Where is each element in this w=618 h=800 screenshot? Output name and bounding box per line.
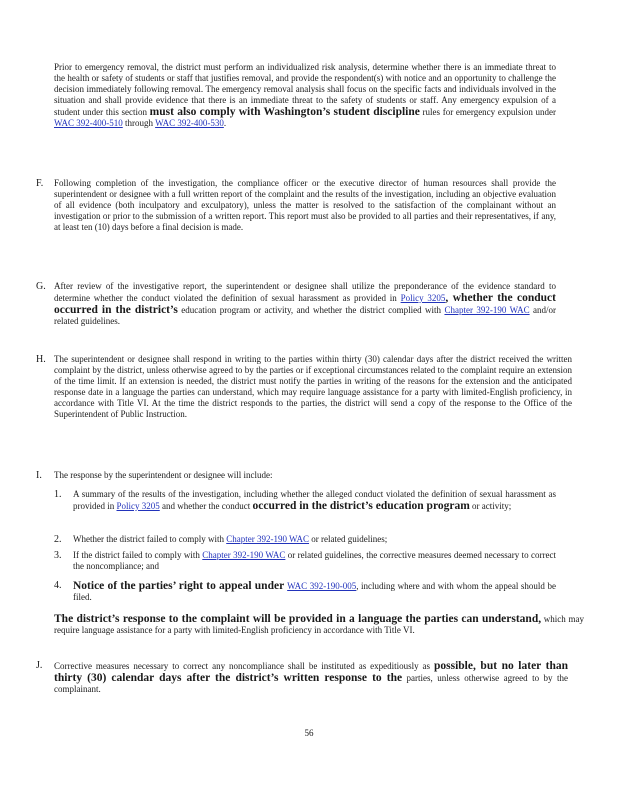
subitem-3-text: If the district failed to comply with — [73, 550, 203, 560]
item-h-marker: H. — [36, 354, 46, 365]
item-g-emphasis-text: , whether the conduct occurred in the district’s — [54, 292, 556, 316]
item-i-text: The response by the superintendent or designee will include: — [54, 470, 273, 480]
item-j-marker: J. — [36, 660, 43, 671]
policy-3205-link-2[interactable]: Policy 3205 — [116, 501, 160, 511]
intro-paragraph — [54, 62, 556, 129]
item-f-text: Following completion of the investigation, the compliance officer or the executive director of human resources shall provide the superintendent or designee with a full written report of the complaint and the results of the investigation, including an objective evaluation of all evidence (both inculpatory and exculpatory), unless the matter is resolved to the satisfaction of the complainant without an investigation or prior to the submission of a written report. This report must also be provided to all parties and their representatives, if any, at least ten (10) days before a final decision is made. — [54, 178, 556, 232]
subitem-2-text-2: or related guidelines; — [309, 534, 388, 544]
subitem-1-paragraph — [73, 489, 556, 512]
wac-392-190-005-link[interactable]: WAC 392-190-005 — [287, 581, 357, 591]
closing-emphasis-text: The district’s response to the complaint will be provided in a language the parties can understand, — [54, 613, 542, 625]
item-f-marker: F. — [36, 178, 44, 189]
subitem-1-text: A summary of the results of the investigation, including whether the alleged conduct violated the definition of sexual harassment as provided in — [73, 489, 556, 511]
item-h-paragraph — [54, 354, 572, 420]
item-i-marker: I. — [36, 470, 42, 481]
wac-link-510[interactable]: WAC 392-400-510 — [54, 118, 123, 128]
subitem-2-paragraph — [73, 534, 556, 545]
chapter-392-190-link[interactable]: Chapter 392-190 WAC — [444, 305, 530, 315]
intro-text: Prior to emergency removal, the district must perform an individualized risk analysis, determine whether there is an immediate threat to the health or safety of students or staff that justifies removal, and provide the respondent(s) with notice and an opportunity to challenge the decision immediately following removal. The emergency removal analysis shall focus on the specific facts and individuals involved in the situation and shall provide evidence that there is an immediate threat to the safety of students or staff. Any emergency expulsion of a student under this section — [54, 62, 556, 117]
chapter-392-190-link-2[interactable]: Chapter 392-190 WAC — [226, 534, 310, 544]
subitem-3-text-2: or related guidelines, the corrective measures deemed necessary to correct the noncompliance; and — [73, 550, 556, 571]
intro-text-3: through — [122, 118, 156, 128]
intro-end: . — [223, 118, 227, 128]
subitem-4-paragraph — [73, 580, 556, 603]
item-j-paragraph — [54, 660, 568, 695]
item-g-marker: G. — [36, 281, 46, 292]
subitem-3-paragraph — [73, 550, 556, 572]
item-j-text-2: parties, unless otherwise agreed to by the complainant. — [54, 673, 568, 694]
subitem-4-emphasis-text: Notice of the parties’ right to appeal under — [73, 580, 288, 592]
item-g-text-3: and/or related guidelines. — [54, 305, 556, 326]
chapter-392-190-link-3[interactable]: Chapter 392-190 WAC — [202, 550, 286, 560]
item-f-paragraph — [54, 178, 556, 233]
page-number: 56 — [304, 728, 314, 738]
item-j-text: Corrective measures necessary to correct any noncompliance shall be instituted as expeditiously as — [54, 661, 434, 671]
intro-text-2: rules for emergency expulsion under — [419, 107, 556, 117]
subitem-1-text-3: or activity; — [469, 501, 512, 511]
subitem-4-marker: 4. — [54, 580, 62, 591]
item-g-text-2: education program or activity, and whether the district complied with — [177, 305, 445, 315]
subitem-2-text: Whether the district failed to comply with — [73, 534, 227, 544]
subitem-1-text-2: and whether the conduct — [159, 501, 253, 511]
subitem-1-marker: 1. — [54, 489, 62, 500]
item-g-text: After review of the investigative report, the superintendent or designee shall utilize the preponderance of the evidence standard to determine whether the conduct violated the definition of sexual harassment as provided in — [54, 281, 556, 303]
item-j-emphasis-text: possible, but no later than thirty (30) calendar days after the district’s written response to the — [54, 660, 568, 684]
item-h-text: The superintendent or designee shall respond in writing to the parties within thirty (30) calendar days after the district received the written complaint by the district, unless otherwise agreed to by the parties or if exceptional circumstances related to the complaint require an extension of the time limit. If an extension is needed, the district must notify the parties in writing of the reasons for the extension and the anticipated response date in a language the parties can understand, which may require language assistance for a party with limited-English proficiency, in accordance with Title VI. At the time the district responds to the parties, the district will send a copy of the response to the Office of the Superintendent of Public Instruction. — [54, 354, 572, 419]
wac-link-530[interactable]: WAC 392-400-530 — [155, 118, 224, 128]
subitem-3-marker: 3. — [54, 550, 62, 561]
policy-3205-link[interactable]: Policy 3205 — [400, 293, 446, 303]
intro-emphasis-text: must also comply with Washington’s student discipline — [149, 106, 420, 118]
subitem-4-text-2: , including where and with whom the appeal should be filed. — [73, 581, 556, 602]
item-g-paragraph — [54, 281, 556, 327]
subitem-1-emphasis-text: occurred in the district’s education program — [252, 500, 470, 512]
item-i-paragraph — [54, 470, 556, 481]
closing-text: which may require language assistance for a party with limited-English proficiency in accordance with Title VI. — [54, 614, 584, 635]
subitem-2-marker: 2. — [54, 534, 62, 545]
closing-paragraph — [54, 613, 584, 636]
